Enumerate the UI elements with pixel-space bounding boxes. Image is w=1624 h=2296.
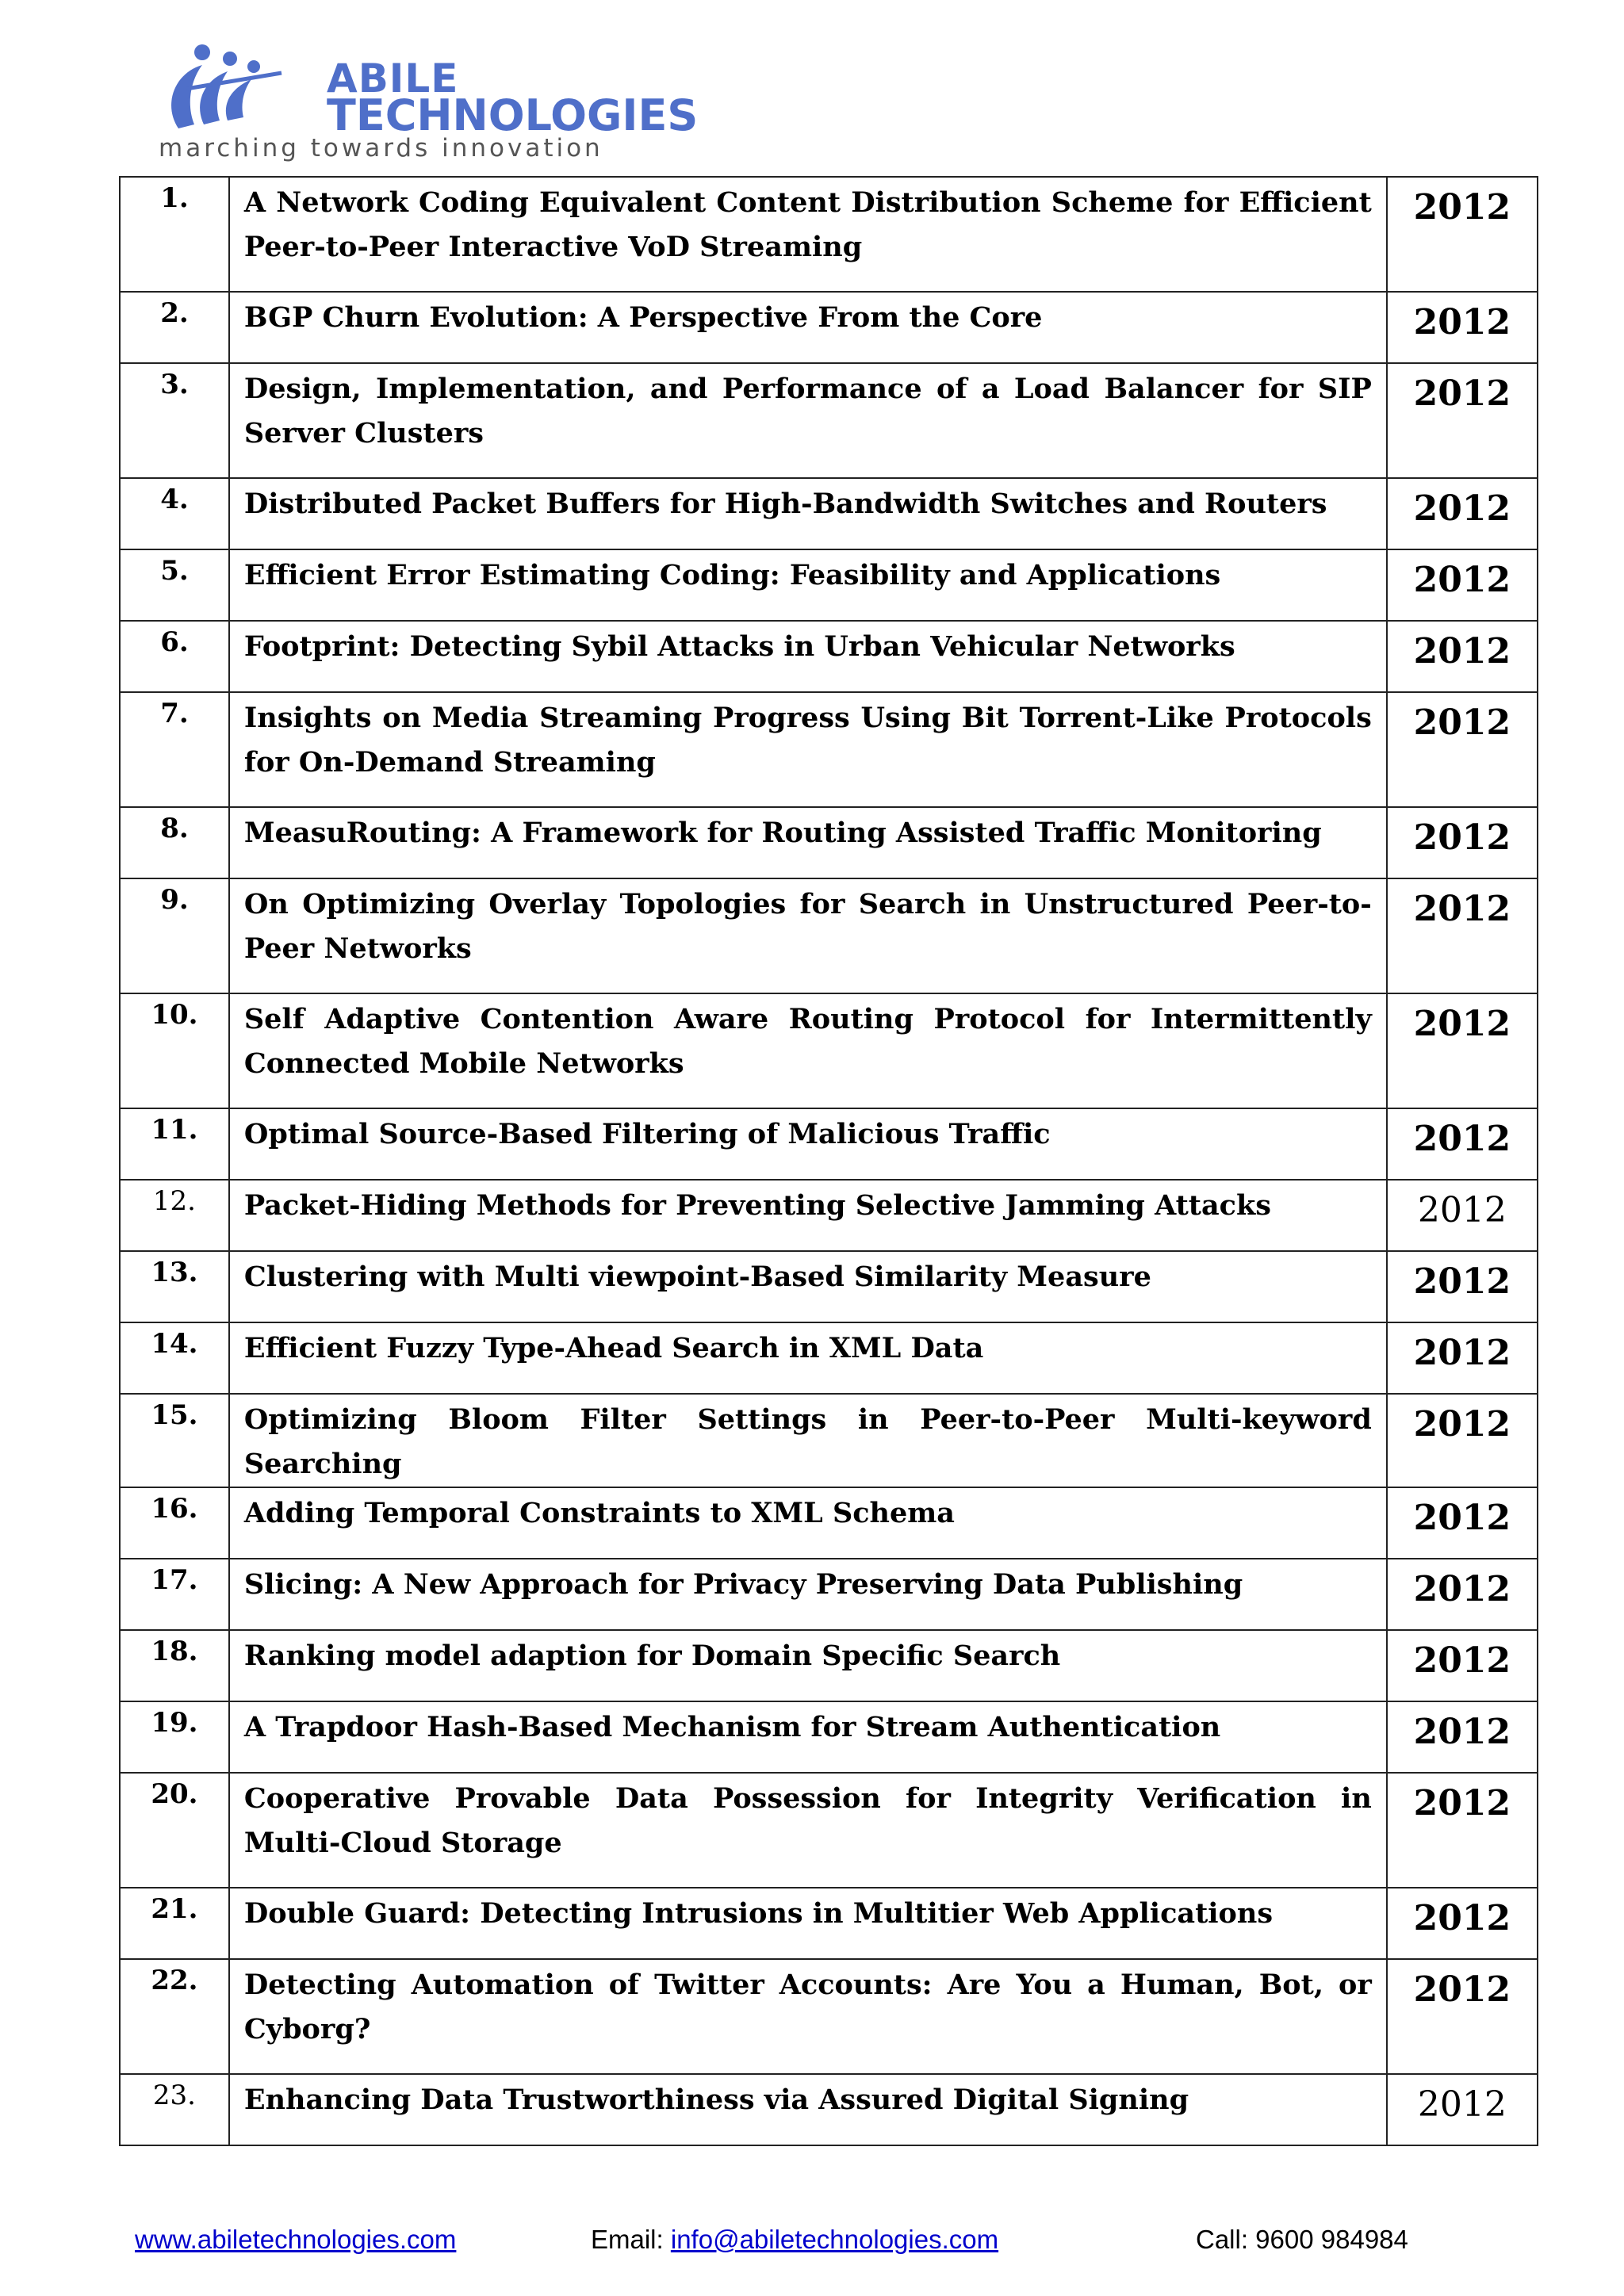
project-title: Distributed Packet Buffers for High-Bandwidth Switches and Routers [229, 478, 1387, 549]
row-number: 19. [120, 1701, 229, 1773]
project-title: MeasuRouting: A Framework for Routing Assisted Traffic Monitoring [229, 807, 1387, 878]
row-number: 18. [120, 1630, 229, 1701]
table-row [120, 478, 1538, 549]
table-row [120, 1322, 1538, 1394]
project-year: 2012 [1387, 621, 1538, 692]
table-row [120, 292, 1538, 363]
row-number: 23. [120, 2074, 229, 2145]
email-link[interactable]: info@abiletechnologies.com [670, 2225, 999, 2254]
row-number: 6. [120, 621, 229, 692]
logo-text-technologies: TECHNOLOGIES [327, 90, 699, 140]
project-title: Insights on Media Streaming Progress Using Bit Torrent-Like Protocols for On-Demand Streaming [229, 692, 1387, 807]
table-row [120, 1959, 1538, 2074]
table-row [120, 1701, 1538, 1773]
project-title: A Network Coding Equivalent Content Distribution Scheme for Efficient Peer-to-Peer Interactive VoD Streaming [229, 177, 1387, 292]
row-number: 7. [120, 692, 229, 807]
row-number: 9. [120, 878, 229, 993]
project-year: 2012 [1387, 692, 1538, 807]
row-number: 16. [120, 1487, 229, 1559]
website-link[interactable]: www.abiletechnologies.com [135, 2225, 457, 2254]
phone-contact: Call: 9600 984984 [1196, 2225, 1408, 2254]
project-title: Packet-Hiding Methods for Preventing Selective Jamming Attacks [229, 1180, 1387, 1251]
table-row [120, 993, 1538, 1108]
row-number: 22. [120, 1959, 229, 2074]
project-year: 2012 [1387, 1487, 1538, 1559]
row-number: 15. [120, 1394, 229, 1487]
project-title: Self Adaptive Contention Aware Routing Protocol for Intermittently Connected Mobile Networks [229, 993, 1387, 1108]
project-year: 2012 [1387, 1559, 1538, 1630]
project-title: Design, Implementation, and Performance of a Load Balancer for SIP Server Clusters [229, 363, 1387, 478]
table-row [120, 621, 1538, 692]
project-year: 2012 [1387, 1251, 1538, 1322]
project-title: On Optimizing Overlay Topologies for Search in Unstructured Peer-to-Peer Networks [229, 878, 1387, 993]
project-year: 2012 [1387, 1701, 1538, 1773]
project-title: BGP Churn Evolution: A Perspective From the Core [229, 292, 1387, 363]
row-number: 21. [120, 1888, 229, 1959]
row-number: 14. [120, 1322, 229, 1394]
row-number: 4. [120, 478, 229, 549]
project-year: 2012 [1387, 993, 1538, 1108]
project-title: Detecting Automation of Twitter Accounts: Are You a Human, Bot, or Cyborg? [229, 1959, 1387, 2074]
project-year: 2012 [1387, 1394, 1538, 1487]
project-year: 2012 [1387, 177, 1538, 292]
project-title: Ranking model adaption for Domain Specific Search [229, 1630, 1387, 1701]
table-row [120, 1559, 1538, 1630]
project-title: Double Guard: Detecting Intrusions in Multitier Web Applications [229, 1888, 1387, 1959]
table-row [120, 1180, 1538, 1251]
project-title: Optimizing Bloom Filter Settings in Peer-to-Peer Multi-keyword Searching [229, 1394, 1387, 1487]
table-row [120, 1108, 1538, 1180]
logo-text-abile: ABILE [327, 55, 459, 101]
project-title: Efficient Error Estimating Coding: Feasibility and Applications [229, 549, 1387, 621]
project-year: 2012 [1387, 2074, 1538, 2145]
footer [0, 2225, 1624, 2264]
project-title: Footprint: Detecting Sybil Attacks in Urban Vehicular Networks [229, 621, 1387, 692]
row-number: 13. [120, 1251, 229, 1322]
table-row [120, 1630, 1538, 1701]
email-contact [591, 2225, 998, 2255]
project-title: Enhancing Data Trustworthiness via Assured Digital Signing [229, 2074, 1387, 2145]
row-number: 5. [120, 549, 229, 621]
table-row [120, 363, 1538, 478]
row-number: 2. [120, 292, 229, 363]
project-year: 2012 [1387, 807, 1538, 878]
row-number: 17. [120, 1559, 229, 1630]
table-row [120, 2074, 1538, 2145]
project-title: Clustering with Multi viewpoint-Based Similarity Measure [229, 1251, 1387, 1322]
table-row [120, 177, 1538, 292]
project-year: 2012 [1387, 1773, 1538, 1888]
row-number: 10. [120, 993, 229, 1108]
row-number: 3. [120, 363, 229, 478]
table-row [120, 1487, 1538, 1559]
project-title: Optimal Source-Based Filtering of Malicious Traffic [229, 1108, 1387, 1180]
project-year: 2012 [1387, 878, 1538, 993]
project-year: 2012 [1387, 549, 1538, 621]
project-list-table [119, 176, 1538, 2146]
table-row [120, 1394, 1538, 1487]
table-row [120, 807, 1538, 878]
project-title: Efficient Fuzzy Type-Ahead Search in XML Data [229, 1322, 1387, 1394]
table-row [120, 1251, 1538, 1322]
row-number: 1. [120, 177, 229, 292]
project-title: Slicing: A New Approach for Privacy Preserving Data Publishing [229, 1559, 1387, 1630]
row-number: 20. [120, 1773, 229, 1888]
logo-tagline: marching towards innovation [159, 134, 603, 163]
table-row [120, 692, 1538, 807]
project-year: 2012 [1387, 1180, 1538, 1251]
project-title: A Trapdoor Hash-Based Mechanism for Stream Authentication [229, 1701, 1387, 1773]
project-year: 2012 [1387, 478, 1538, 549]
project-year: 2012 [1387, 1322, 1538, 1394]
project-title: Adding Temporal Constraints to XML Schema [229, 1487, 1387, 1559]
runners-logo-icon [155, 41, 289, 136]
project-year: 2012 [1387, 1108, 1538, 1180]
project-title: Cooperative Provable Data Possession for Integrity Verification in Multi-Cloud Storage [229, 1773, 1387, 1888]
table-row [120, 878, 1538, 993]
table-row [120, 549, 1538, 621]
project-year: 2012 [1387, 1630, 1538, 1701]
project-year: 2012 [1387, 292, 1538, 363]
company-logo [155, 41, 699, 168]
row-number: 11. [120, 1108, 229, 1180]
table-row [120, 1773, 1538, 1888]
row-number: 8. [120, 807, 229, 878]
project-year: 2012 [1387, 1959, 1538, 2074]
project-year: 2012 [1387, 1888, 1538, 1959]
email-label: Email: [591, 2225, 671, 2254]
row-number: 12. [120, 1180, 229, 1251]
table-row [120, 1888, 1538, 1959]
project-year: 2012 [1387, 363, 1538, 478]
